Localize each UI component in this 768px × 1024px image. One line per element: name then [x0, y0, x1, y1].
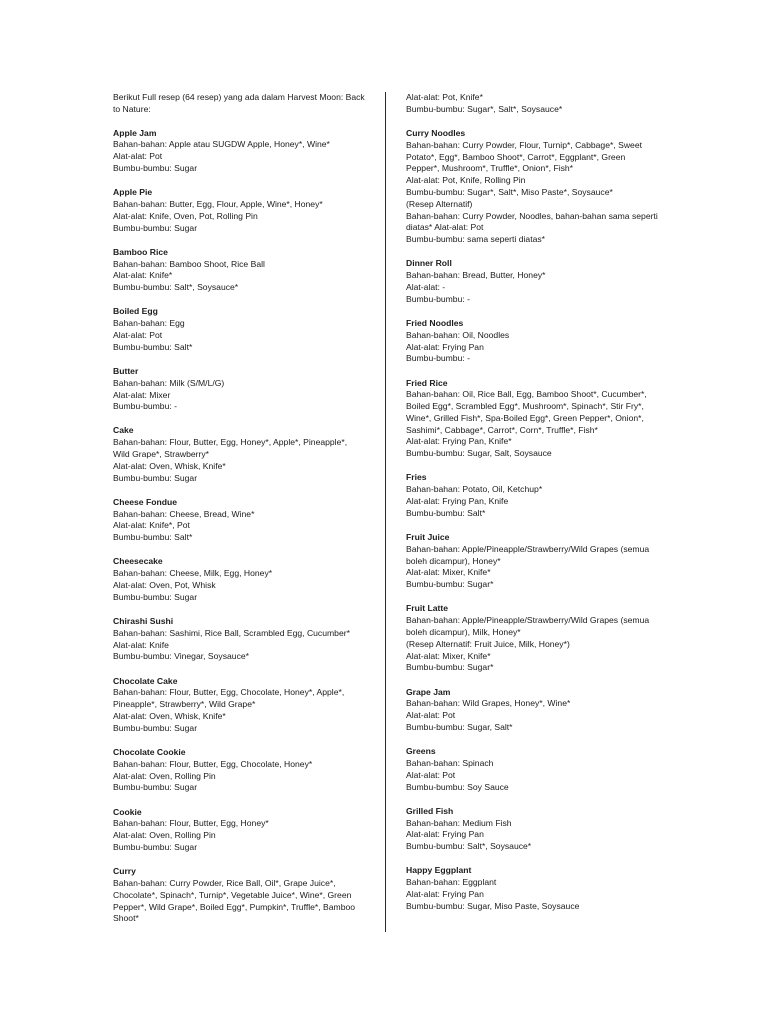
recipe-entry: [406, 258, 659, 305]
recipe-entry: [113, 497, 365, 544]
recipe-line: Bumbu-bumbu: Sugar*: [406, 579, 494, 590]
recipe-line: Bahan-bahan: Oil, Noodles: [406, 329, 510, 340]
recipe-line: Bahan-bahan: Eggplant: [406, 877, 497, 888]
recipe-title: Greens: [406, 746, 436, 757]
recipe-entry: [113, 866, 365, 925]
recipe-line: Alat-alat: Mixer, Knife*: [406, 650, 491, 661]
recipe-line: Bahan-bahan: Apple atau SUGDW Apple, Honey*, Wine*: [113, 139, 330, 150]
recipe-line: Bahan-bahan: Potato, Oil, Ketchup*: [406, 484, 543, 495]
recipe-line: Alat-alat: Frying Pan, Knife*: [406, 436, 512, 447]
recipe-line: Bumbu-bumbu: Salt*: [406, 507, 486, 518]
recipe-title: Apple Jam: [113, 127, 157, 138]
recipe-line: Alat-alat: Mixer, Knife*: [406, 567, 491, 578]
recipe-line: Bahan-bahan: Flour, Butter, Egg, Chocolate, Honey*: [113, 758, 313, 769]
recipe-title: Curry: [113, 866, 136, 877]
recipe-entry: [406, 472, 659, 519]
recipe-line: Bumbu-bumbu: -: [406, 293, 471, 304]
recipe-title: Fries: [406, 472, 427, 483]
recipe-line: Bumbu-bumbu: Salt*, Soysauce*: [113, 282, 239, 293]
recipe-entry: [113, 306, 365, 353]
recipe-line: Bahan-bahan: Flour, Butter, Egg, Chocolate, Honey*, Apple*, Pineapple*, Strawberry*, Wild Grape*: [113, 687, 345, 710]
recipe-line: (Resep Alternatif): [406, 198, 473, 209]
right-column: [406, 92, 659, 925]
recipe-line: Bumbu-bumbu: Sugar, Miso Paste, Soysauce: [406, 900, 580, 911]
recipe-entry: [113, 556, 365, 603]
recipe-line: Bahan-bahan: Flour, Butter, Egg, Honey*, Apple*, Pineapple*, Wild Grape*, Strawberry*: [113, 437, 348, 460]
intro-text: Berikut Full resep (64 resep) yang ada dalam Harvest Moon: Back to Nature:: [113, 92, 365, 114]
recipe-line: Alat-alat: Pot: [406, 769, 456, 780]
recipe-line: Bahan-bahan: Medium Fish: [406, 817, 512, 828]
recipe-line: Alat-alat: Knife, Oven, Pot, Rolling Pin: [113, 210, 258, 221]
recipe-entry: [406, 687, 659, 734]
recipe-entry: [113, 616, 365, 663]
recipe-line: Bahan-bahan: Bamboo Shoot, Rice Ball: [113, 258, 265, 269]
recipe-line: Alat-alat: Pot: [406, 710, 456, 721]
right-recipe-list: [406, 92, 659, 913]
recipe-line: (Resep Alternatif: Fruit Juice, Milk, Honey*): [406, 638, 570, 649]
recipe-line: Bahan-bahan: Wild Grapes, Honey*, Wine*: [406, 698, 571, 709]
recipe-entry: [406, 603, 659, 674]
recipe-title: Dinner Roll: [406, 258, 452, 269]
recipe-line: Bumbu-bumbu: Sugar, Salt*: [406, 721, 513, 732]
recipe-line: Bahan-bahan: Curry Powder, Noodles, bahan-bahan sama seperti diatas* Alat-alat: Pot: [406, 210, 658, 233]
recipe-title: Boiled Egg: [113, 306, 158, 317]
recipe-title: Butter: [113, 365, 139, 376]
recipe-line: Alat-alat: -: [406, 281, 446, 292]
recipe-line: Bumbu-bumbu: Salt*: [113, 341, 193, 352]
recipe-entry: [113, 747, 365, 794]
recipe-line: Alat-alat: Oven, Rolling Pin: [113, 830, 216, 841]
recipe-line: Bahan-bahan: Cheese, Milk, Egg, Honey*: [113, 568, 273, 579]
recipe-entry: [406, 128, 659, 246]
recipe-line: Bumbu-bumbu: Vinegar, Soysauce*: [113, 651, 249, 662]
recipe-line: Bumbu-bumbu: Sugar: [113, 472, 198, 483]
recipe-title: Fried Noodles: [406, 317, 464, 328]
recipe-entry: [113, 676, 365, 735]
recipe-line: Alat-alat: Pot: [113, 151, 163, 162]
recipe-line: Bumbu-bumbu: Sugar: [113, 222, 198, 233]
recipe-line: Bumbu-bumbu: Salt*: [113, 532, 193, 543]
recipe-title: Chirashi Sushi: [113, 616, 174, 627]
left-column: [113, 92, 365, 938]
recipe-entry: [406, 532, 659, 591]
recipe-line: Alat-alat: Frying Pan: [406, 341, 484, 352]
recipe-line: Bumbu-bumbu: Salt*, Soysauce*: [406, 841, 532, 852]
recipe-line: Bahan-bahan: Sashimi, Rice Ball, Scrambled Egg, Cucumber*: [113, 627, 350, 638]
recipe-line: Bahan-bahan: Bread, Butter, Honey*: [406, 270, 546, 281]
recipe-title: Happy Eggplant: [406, 865, 472, 876]
recipe-line: Bumbu-bumbu: Sugar, Salt, Soysauce: [406, 448, 552, 459]
recipe-title: Fried Rice: [406, 377, 448, 388]
recipe-title: Apple Pie: [113, 187, 153, 198]
recipe-entry: [113, 187, 365, 234]
recipe-entry: [406, 746, 659, 793]
recipe-line: Bahan-bahan: Curry Powder, Flour, Turnip*, Cabbage*, Sweet Potato*, Egg*, Bamboo Shoot*, Carrot*, Eggplant*, Green Pepper*, Mushroom*, Truffle*, Onion*, Fish*: [406, 139, 642, 174]
recipe-title: Cookie: [113, 806, 142, 817]
recipe-line: Alat-alat: Frying Pan, Knife: [406, 496, 509, 507]
recipe-line: Bahan-bahan: Cheese, Bread, Wine*: [113, 508, 255, 519]
recipe-title: Cake: [113, 425, 134, 436]
recipe-line: Bumbu-bumbu: -: [406, 353, 471, 364]
recipe-line: Bumbu-bumbu: Sugar: [113, 162, 198, 173]
recipe-line: Alat-alat: Oven, Pot, Whisk: [113, 580, 216, 591]
recipe-line: Alat-alat: Frying Pan: [406, 829, 484, 840]
recipe-title: Bamboo Rice: [113, 246, 168, 257]
recipe-entry: [406, 378, 659, 461]
recipe-entry: [113, 247, 365, 294]
recipe-line: Alat-alat: Frying Pan: [406, 888, 484, 899]
recipe-title: Cheese Fondue: [113, 496, 177, 507]
column-divider: [385, 92, 386, 932]
recipe-line: Bahan-bahan: Egg: [113, 318, 185, 329]
recipe-title: Chocolate Cake: [113, 675, 178, 686]
recipe-title: Cheesecake: [113, 556, 163, 567]
recipe-line: Alat-alat: Knife*, Pot: [113, 520, 190, 531]
recipe-entry: [113, 807, 365, 854]
recipe-line: Bumbu-bumbu: Sugar*, Salt*, Soysauce*: [406, 103, 563, 114]
recipe-title: Grape Jam: [406, 686, 451, 697]
recipe-line: Alat-alat: Oven, Whisk, Knife*: [113, 710, 226, 721]
recipe-entry: [406, 865, 659, 912]
recipe-line: Bahan-bahan: Oil, Rice Ball, Egg, Bamboo Shoot*, Cucumber*, Boiled Egg*, Scrambled Egg*, Mushroom*, Spinach*, Stir Fry*, Wine*, Grilled Fish*, Spa-Boiled Egg*, Green Pepper*, Onion*, Sashimi*, Cabbage*, Carrot*, Corn*, Truffle*, Fish*: [406, 389, 647, 435]
recipe-line: Bahan-bahan: Apple/Pineapple/Strawberry/Wild Grapes (semua boleh dicampur), Honey*: [406, 543, 650, 566]
recipe-line: Bahan-bahan: Apple/Pineapple/Strawberry/Wild Grapes (semua boleh dicampur), Milk, Honey*: [406, 615, 650, 638]
recipe-line: Bumbu-bumbu: Sugar: [113, 722, 198, 733]
recipe-line: Bumbu-bumbu: Sugar: [113, 591, 198, 602]
recipe-line: Alat-alat: Pot: [113, 329, 163, 340]
left-recipe-list: [113, 128, 365, 926]
recipe-entry: [406, 92, 659, 116]
recipe-entry: [406, 318, 659, 365]
recipe-line: Bahan-bahan: Milk (S/M/L/G): [113, 377, 225, 388]
recipe-entry: [406, 806, 659, 853]
recipe-line: Bahan-bahan: Butter, Egg, Flour, Apple, Wine*, Honey*: [113, 198, 323, 209]
recipe-line: Alat-alat: Knife*: [113, 270, 173, 281]
recipe-line: Bahan-bahan: Flour, Butter, Egg, Honey*: [113, 818, 269, 829]
recipe-line: Bumbu-bumbu: Soy Sauce: [406, 781, 509, 792]
recipe-line: Alat-alat: Knife: [113, 639, 169, 650]
recipe-title: Chocolate Cookie: [113, 746, 186, 757]
recipe-title: Curry Noodles: [406, 127, 466, 138]
recipe-line: Alat-alat: Pot, Knife, Rolling Pin: [406, 175, 526, 186]
recipe-line: Alat-alat: Pot, Knife*: [406, 92, 483, 102]
recipe-line: Bumbu-bumbu: Sugar*, Salt*, Miso Paste*, Soysauce*: [406, 186, 613, 197]
recipe-line: Alat-alat: Mixer: [113, 389, 171, 400]
recipe-line: Bahan-bahan: Curry Powder, Rice Ball, Oil*, Grape Juice*, Chocolate*, Spinach*, Turnip*, Vegetable Juice*, Wine*, Green Pepper*, Wild Grape*, Boiled Egg*, Pumpkin*, Truffle*, Bamboo Shoot*: [113, 877, 356, 924]
recipe-title: Grilled Fish: [406, 805, 454, 816]
recipe-line: Bumbu-bumbu: Sugar*: [406, 662, 494, 673]
recipe-title: Fruit Juice: [406, 532, 450, 543]
recipe-line: Bahan-bahan: Spinach: [406, 757, 494, 768]
recipe-entry: [113, 366, 365, 413]
recipe-line: Alat-alat: Oven, Rolling Pin: [113, 770, 216, 781]
recipe-entry: [113, 425, 365, 484]
recipe-title: Fruit Latte: [406, 603, 449, 614]
recipe-line: Bumbu-bumbu: -: [113, 401, 178, 412]
recipe-line: Bumbu-bumbu: Sugar: [113, 782, 198, 793]
recipe-entry: [113, 128, 365, 175]
recipe-line: Bumbu-bumbu: Sugar: [113, 841, 198, 852]
recipe-line: Bumbu-bumbu: sama seperti diatas*: [406, 234, 546, 245]
recipe-line: Alat-alat: Oven, Whisk, Knife*: [113, 460, 226, 471]
